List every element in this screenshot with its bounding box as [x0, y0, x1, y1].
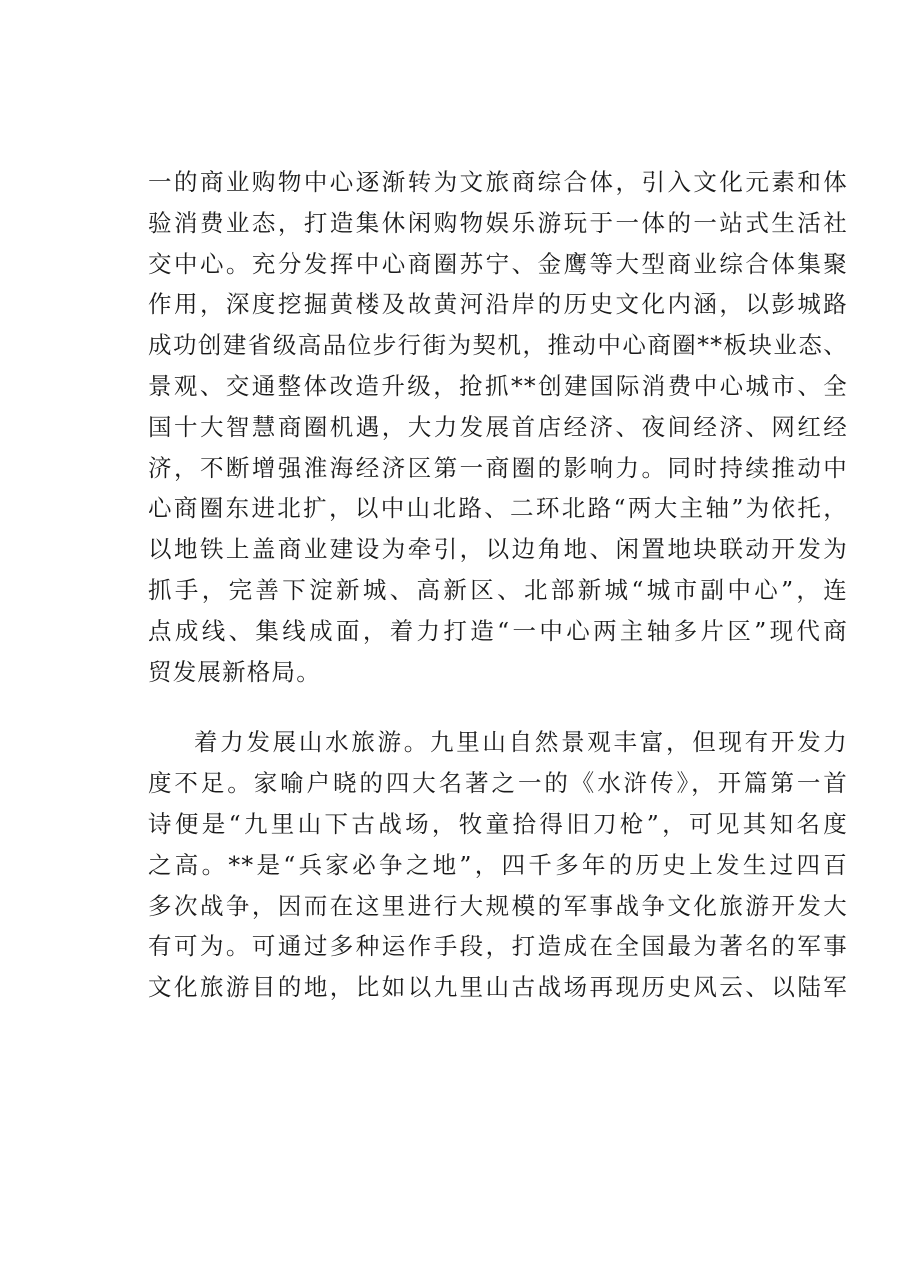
text-line: 抓手，完善下淀新城、高新区、北部新城“城市副中心”，连 — [148, 575, 848, 604]
text-line: 着力发展山水旅游。九里山自然景观丰富，但现有开发力 — [194, 728, 848, 757]
text-line: 景观、交通整体改造升级，抢抓**创建国际消费中心城市、全 — [148, 371, 848, 400]
paragraph-2 — [148, 722, 848, 1008]
text-line: 度不足。家喻户晓的四大名著之一的《水浒传》，开篇第一首 — [148, 769, 848, 798]
body-text — [148, 162, 848, 1008]
text-line: 国十大智慧商圈机遇，大力发展首店经济、夜间经济、网红经 — [148, 412, 848, 441]
text-line: 济，不断增强淮海经济区第一商圈的影响力。同时持续推动中 — [148, 453, 848, 482]
paragraph-1 — [148, 162, 848, 692]
text-line: 心商圈东进北扩，以中山北路、二环北路“两大主轴”为依托， — [148, 494, 848, 523]
text-line: 成功创建省级高品位步行街为契机，推动中心商圈**板块业态、 — [148, 331, 848, 360]
text-line: 多次战争，因而在这里进行大规模的军事战争文化旅游开发大 — [148, 891, 848, 920]
text-line: 文化旅游目的地，比如以九里山古战场再现历史风云、以陆军 — [148, 973, 848, 1002]
text-line: 以地铁上盖商业建设为牵引，以边角地、闲置地块联动开发为 — [148, 535, 848, 564]
text-line: 有可为。可通过多种运作手段，打造成在全国最为著名的军事 — [148, 932, 848, 961]
text-line: 交中心。充分发挥中心商圈苏宁、金鹰等大型商业综合体集聚 — [148, 249, 848, 278]
text-line: 点成线、集线成面，着力打造“一中心两主轴多片区”现代商 — [148, 616, 848, 645]
text-line: 一的商业购物中心逐渐转为文旅商综合体，引入文化元素和体 — [148, 168, 848, 196]
text-line: 作用，深度挖掘黄楼及故黄河沿岸的历史文化内涵，以彭城路 — [148, 290, 848, 319]
text-line: 诗便是“九里山下古战场，牧童拾得旧刀枪”，可见其知名度 — [148, 809, 848, 838]
text-line: 验消费业态，打造集休闲购物娱乐游玩于一体的一站式生活社 — [148, 208, 848, 237]
text-line: 贸发展新格局。 — [148, 657, 321, 686]
paragraph-gap — [148, 692, 848, 722]
text-line: 之高。**是“兵家必争之地”，四千多年的历史上发生过四百 — [148, 850, 848, 879]
